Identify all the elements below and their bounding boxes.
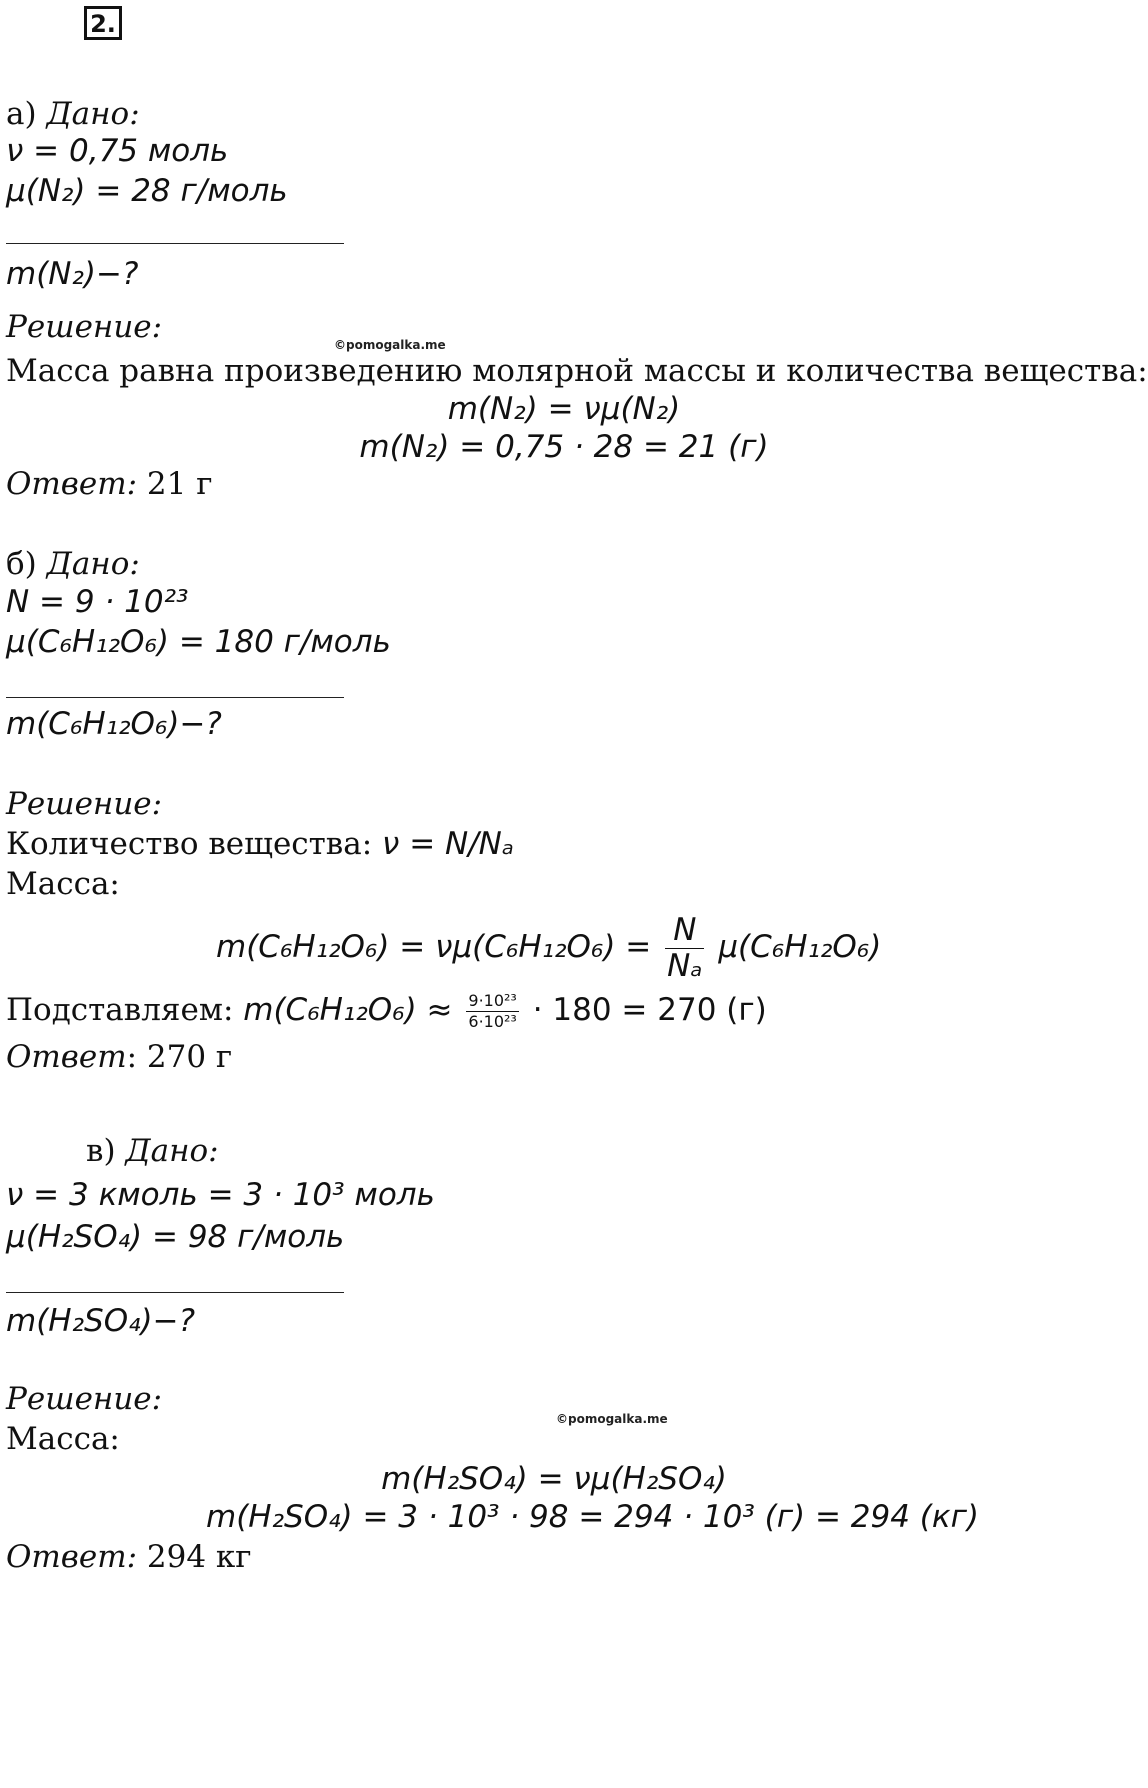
- part-b-substitute-label: Подставляем:: [6, 992, 234, 1028]
- part-a-label: а): [6, 96, 37, 132]
- part-a-answer-value: 21 г: [146, 466, 213, 502]
- part-a-given-line-1: ν = 0,75 моль: [6, 133, 229, 169]
- part-b-given-line-2: μ(C₆H₁₂O₆) = 180 г/моль: [6, 624, 391, 660]
- part-v-given-line-1: ν = 3 кмоль = 3 · 10³ моль: [6, 1177, 435, 1213]
- part-a-given-heading: [6, 95, 140, 133]
- part-b-mass-formula: [216, 912, 881, 982]
- part-b-substitute: [6, 980, 767, 1040]
- part-b-mass-formula-left: m(C₆H₁₂O₆) = νμ(C₆H₁₂O₆) =: [216, 929, 652, 965]
- part-a-given-line-2: μ(N₂) = 28 г/моль: [6, 173, 288, 209]
- part-b-quantity: [6, 825, 514, 863]
- watermark-top: ©pomogalka.me: [334, 338, 446, 352]
- part-v-formula-2: m(H₂SO₄) = 3 · 10³ · 98 = 294 · 10³ (г) = 294 (кг): [206, 1499, 980, 1535]
- part-b-answer-value: : 270 г: [126, 1039, 233, 1075]
- part-a-find: m(N₂)−?: [6, 256, 139, 292]
- part-b-answer: [6, 1038, 232, 1076]
- part-b-label: б): [6, 546, 37, 582]
- part-b-substitute-right: · 180 = 270 (г): [532, 992, 767, 1028]
- part-b-mass-label: Масса:: [6, 866, 120, 902]
- part-v-answer-value: 294 кг: [146, 1539, 252, 1575]
- part-b-quantity-formula: ν = N/Nₐ: [382, 826, 515, 862]
- part-b-mass-formula-right: μ(C₆H₁₂O₆): [718, 929, 882, 965]
- part-a-answer-label: Ответ:: [6, 466, 138, 502]
- part-v-solution-label: Решение:: [6, 1381, 163, 1417]
- part-b-mass-fraction-denominator: Nₐ: [667, 948, 703, 984]
- part-v-given-label: Дано:: [125, 1133, 219, 1169]
- part-b-quantity-label: Количество вещества:: [6, 826, 373, 862]
- part-a-formula-1: m(N₂) = νμ(N₂): [447, 391, 681, 427]
- part-b-given-line-1: N = 9 · 10²³: [6, 584, 189, 620]
- part-b-solution-label: Решение:: [6, 786, 163, 822]
- part-a-formula-2: m(N₂) = 0,75 · 28 = 21 (г): [359, 429, 769, 465]
- part-b-answer-label: Ответ: [6, 1039, 127, 1075]
- part-a-explanation: Масса равна произведению молярной массы и количества вещества:: [6, 353, 1148, 389]
- part-v-separator: [6, 1292, 344, 1293]
- part-a-solution-label: Решение:: [6, 309, 163, 345]
- part-b-separator: [6, 697, 344, 698]
- part-b-mass-fraction: [665, 912, 704, 984]
- part-a-separator: [6, 243, 344, 244]
- part-v-formula-1: m(H₂SO₄) = νμ(H₂SO₄): [381, 1461, 727, 1497]
- part-v-answer: [6, 1538, 252, 1576]
- part-b-substitute-denominator: 6·10²³: [468, 1012, 517, 1031]
- part-b-substitute-numerator: 9·10²³: [468, 991, 517, 1010]
- part-b-given-label: Дано:: [46, 546, 140, 582]
- part-v-given-line-2: μ(H₂SO₄) = 98 г/моль: [6, 1219, 345, 1255]
- part-a-answer: [6, 465, 212, 503]
- watermark-bottom: ©pomogalka.me: [556, 1412, 668, 1426]
- part-b-given-heading: [6, 545, 140, 583]
- part-b-substitute-left: m(C₆H₁₂O₆) ≈: [243, 992, 453, 1028]
- part-b-mass-fraction-numerator: N: [665, 915, 704, 949]
- part-v-find: m(H₂SO₄)−?: [6, 1303, 196, 1339]
- part-b-substitute-fraction: [466, 993, 518, 1030]
- part-v-label: в): [86, 1133, 116, 1169]
- part-v-given-heading: [86, 1132, 219, 1170]
- part-v-answer-label: Ответ:: [6, 1539, 138, 1575]
- part-a-given-label: Дано:: [46, 96, 140, 132]
- problem-number: 2.: [84, 6, 122, 40]
- part-b-find: m(C₆H₁₂O₆)−?: [6, 706, 222, 742]
- part-v-mass-label: Масса:: [6, 1421, 120, 1457]
